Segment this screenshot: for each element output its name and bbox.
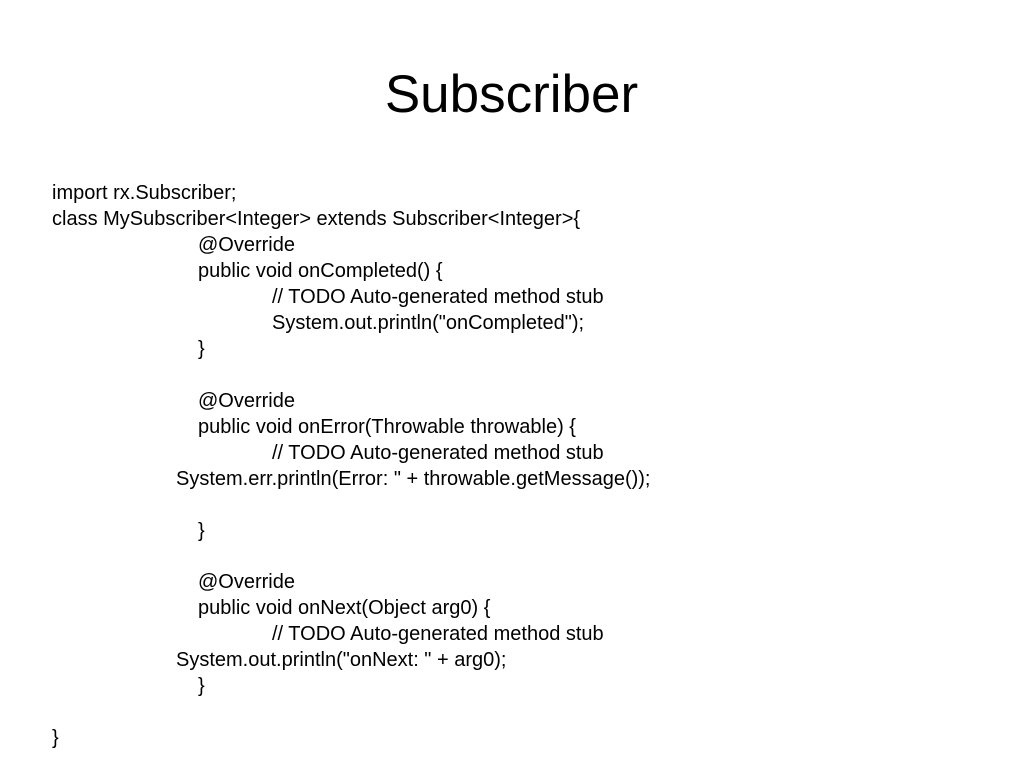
- code-line: }: [198, 675, 205, 697]
- code-line: class MySubscriber<Integer> extends Subscriber<Integer>{: [52, 208, 581, 230]
- code-line: }: [198, 338, 205, 360]
- code-line: public void onNext(Object arg0) {: [198, 597, 491, 619]
- code-line: public void onCompleted() {: [198, 260, 443, 282]
- code-line: @Override: [198, 571, 295, 593]
- code-line: // TODO Auto-generated method stub: [272, 623, 604, 645]
- code-line: public void onError(Throwable throwable) {: [198, 416, 576, 438]
- code-line: @Override: [198, 234, 295, 256]
- slide-title: Subscriber: [384, 65, 639, 124]
- code-line: System.err.println(Error: " + throwable.getMessage());: [176, 468, 651, 490]
- code-line: }: [52, 727, 59, 749]
- code-line: System.out.println("onNext: " + arg0);: [176, 649, 507, 671]
- code-line: }: [198, 520, 205, 542]
- code-line: @Override: [198, 390, 295, 412]
- code-line: // TODO Auto-generated method stub: [272, 442, 604, 464]
- code-line: // TODO Auto-generated method stub: [272, 286, 604, 308]
- code-line: System.out.println("onCompleted");: [272, 312, 585, 334]
- code-line: import rx.Subscriber;: [52, 182, 237, 204]
